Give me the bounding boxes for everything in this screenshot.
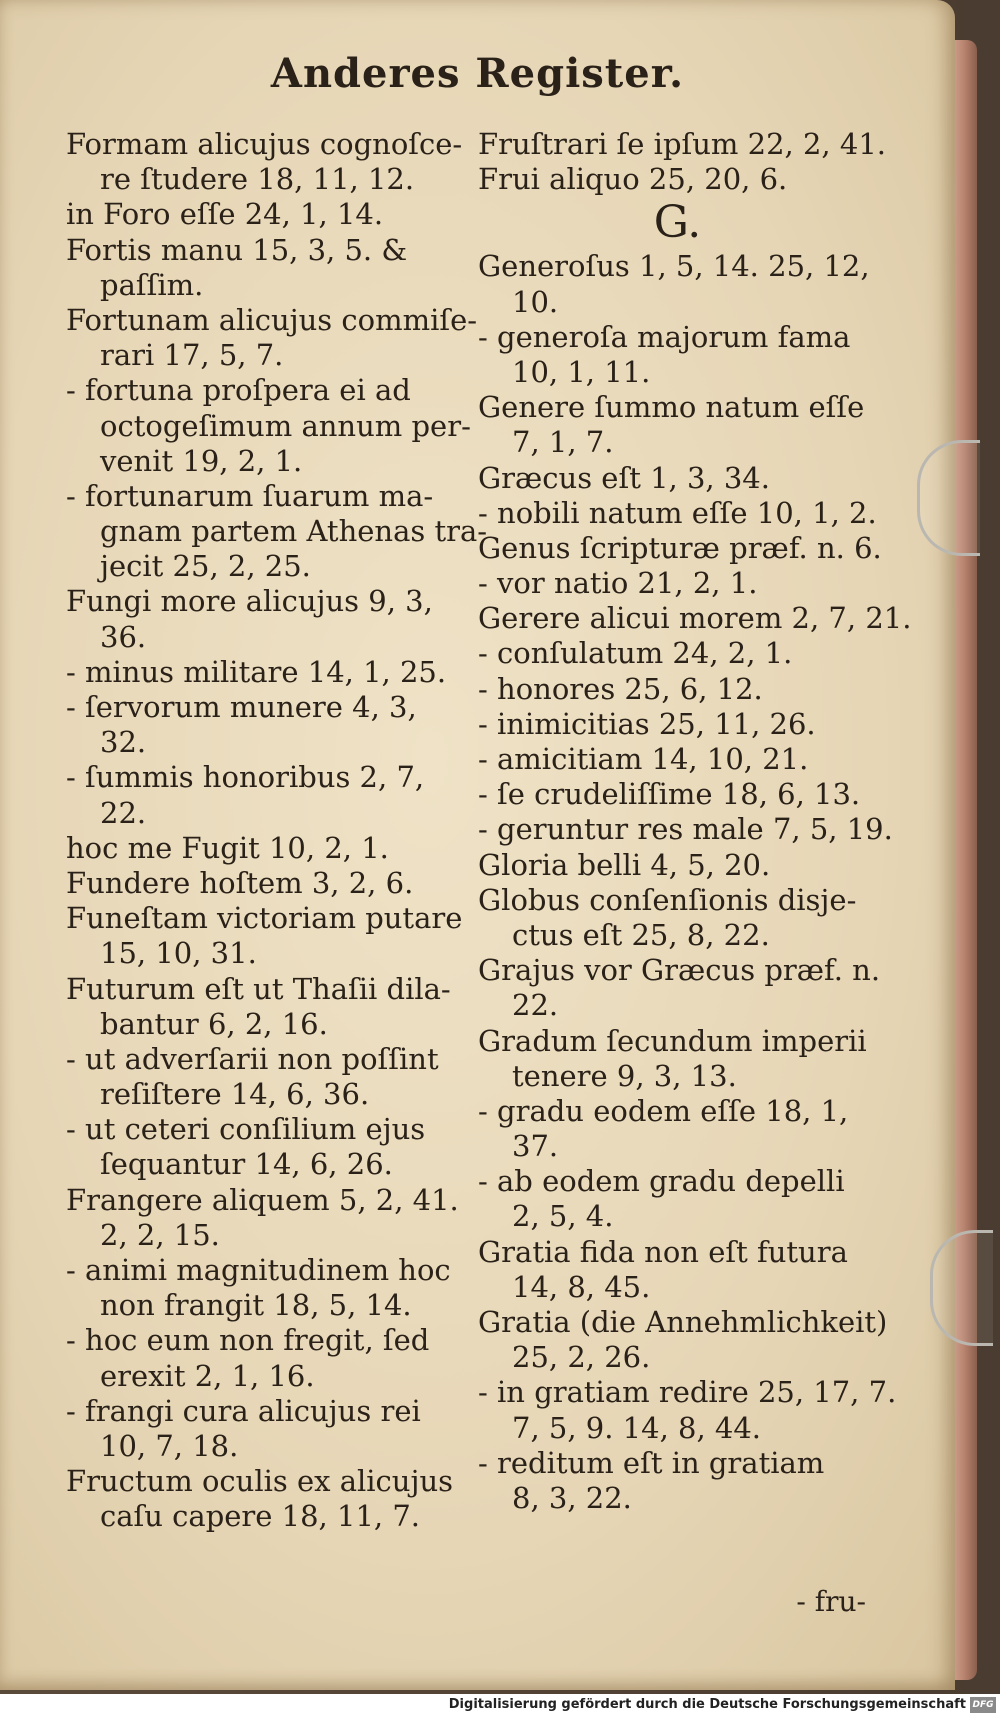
index-entry-line: - hoc eum non fregit, ſed (66, 1323, 430, 1358)
index-entry-line: - ab eodem gradu depelli (478, 1164, 845, 1199)
index-entry-line: 22. (100, 795, 147, 830)
index-entry-line: Frangere aliquem 5, 2, 41. (66, 1182, 459, 1217)
page-edge (955, 40, 977, 1680)
index-entry-line: Fortis manu 15, 3, 5. & (66, 232, 408, 267)
index-entry-line: - ſummis honoribus 2, 7, (66, 760, 425, 795)
index-entry-line: - generoſa majorum fama (478, 319, 851, 354)
page-header: Anderes Register. (270, 50, 685, 97)
index-entry-line: Fortunam alicujus commiſe- (66, 302, 478, 337)
index-entry-line: Fruſtrari ſe ipſum 22, 2, 41. (478, 127, 886, 161)
index-entry-line: - minus militare 14, 1, 25. (66, 654, 447, 689)
index-entry-line: - inimicitias 25, 11, 26. (478, 706, 816, 741)
index-entry-line: Gratia fida non eſt futura (478, 1234, 848, 1269)
index-entry-line: rari 17, 5, 7. (100, 338, 284, 373)
index-entry-line: Græcus eſt 1, 3, 34. (478, 460, 770, 495)
index-entry-line: ſequantur 14, 6, 26. (100, 1147, 393, 1182)
index-entry-line: Fructum oculis ex alicujus (66, 1464, 454, 1499)
index-entry-line: re ſtudere 18, 11, 12. (100, 162, 415, 197)
index-entry-line: - conſulatum 24, 2, 1. (478, 636, 793, 671)
index-entry-line: - ut adverſarii non poſſint (66, 1041, 439, 1076)
index-entry-line: - reditum eſt in gratiam (478, 1445, 825, 1480)
index-entry-line: Futurum eſt ut Thaſii dila- (66, 971, 451, 1006)
index-entry-line: - ut ceteri conſilium ejus (66, 1112, 426, 1147)
index-entry-line: Fundere hoſtem 3, 2, 6. (66, 865, 414, 900)
index-entry-line: Generoſus 1, 5, 14. 25, 12, (478, 249, 870, 284)
paper-clip-bottom (930, 1230, 993, 1346)
index-entry-line: - gradu eodem eſſe 18, 1, (478, 1093, 849, 1128)
index-entry-line: - in gratiam redire 25, 17, 7. (478, 1375, 897, 1410)
catchword: - fru- (796, 1585, 866, 1618)
index-entry-line: Frui aliquo 25, 20, 6. (478, 162, 788, 197)
index-entry-line: - fortuna proſpera ei ad (66, 373, 411, 408)
index-entry-line: 10, 7, 18. (100, 1428, 239, 1463)
paper-clip-top (917, 440, 980, 556)
index-entry-line: bantur 6, 2, 16. (100, 1006, 328, 1041)
section-letter: G. (653, 197, 702, 249)
index-entry-line: erexit 2, 1, 16. (100, 1358, 315, 1393)
index-entry-line: jecit 25, 2, 25. (100, 549, 311, 584)
index-entry-line: 7, 1, 7. (512, 425, 614, 460)
index-entry-line: 10. (512, 284, 559, 319)
index-entry-line: - animi magnitudinem hoc (66, 1253, 451, 1287)
index-entry-line: Funeſtam victoriam putare (66, 901, 463, 936)
index-entry-line: caſu capere 18, 11, 7. (100, 1499, 421, 1534)
index-entry-line: 8, 3, 22. (512, 1480, 632, 1515)
index-entry-line: tenere 9, 3, 13. (512, 1058, 737, 1093)
index-entry-line: 2, 5, 4. (512, 1199, 614, 1234)
index-entry-line: 15, 10, 31. (100, 936, 257, 971)
index-entry-line: 32. (100, 725, 147, 760)
index-entry-line: Gloria belli 4, 5, 20. (478, 847, 771, 882)
index-entry-line: paſſim. (100, 267, 204, 302)
dfg-logo: DFG (970, 1697, 996, 1713)
index-entry-line: 2, 2, 15. (100, 1217, 220, 1252)
index-entry-line: - fortunarum ſuarum ma- (66, 478, 434, 513)
index-entry-line: reſiſtere 14, 6, 36. (100, 1077, 370, 1112)
index-entry-line: Gerere alicui morem 2, 7, 21. (478, 601, 912, 636)
index-entry-line: ctus eſt 25, 8, 22. (512, 917, 770, 952)
index-entry-line: octogeſimum annum per- (100, 408, 471, 443)
index-entry-line: gnam partem Athenas tra- (100, 514, 488, 549)
index-entry-line: - frangi cura alicujus rei (66, 1393, 421, 1428)
right-column (478, 127, 912, 1516)
index-entry-line: 7, 5, 9. 14, 8, 44. (512, 1410, 762, 1445)
footer-credit: Digitalisierung gefördert durch die Deutsche Forschungsgemeinschaft (448, 1697, 966, 1712)
index-entry-line: Grajus vor Græcus præf. n. (478, 953, 881, 988)
index-entry-line: - ſervorum munere 4, 3, (66, 690, 417, 724)
index-entry-line: 22. (512, 988, 559, 1023)
index-entry-line: Globus conſenſionis disje- (478, 882, 857, 917)
index-entry-line: Formam alicujus cognoſce- (66, 127, 463, 161)
index-entry-line: Gratia (die Annehmlichkeit) (478, 1305, 888, 1339)
index-entry-line: - amicitiam 14, 10, 21. (478, 742, 809, 776)
index-entry-line: 10, 1, 11. (512, 354, 651, 389)
index-entry-line: Fungi more alicujus 9, 3, (66, 584, 433, 619)
index-entry-line: non frangit 18, 5, 14. (100, 1288, 412, 1323)
index-entry-line: Genere ſummo natum eſſe (478, 390, 865, 425)
index-entry-line: 36. (100, 619, 147, 654)
index-entry-line: in Foro eſſe 24, 1, 14. (66, 197, 384, 232)
index-entry-line: - ſe crudeliſſime 18, 6, 13. (478, 777, 861, 812)
index-entry-line: - honores 25, 6, 12. (478, 671, 763, 706)
index-entry-line: 14, 8, 45. (512, 1269, 651, 1304)
index-entry-line: hoc me Fugit 10, 2, 1. (66, 830, 389, 865)
index-entry-line: - nobili natum eſſe 10, 1, 2. (478, 495, 877, 530)
index-entry-line: 37. (512, 1129, 559, 1164)
index-entry-line: Genus ſcripturæ præf. n. 6. (478, 530, 882, 565)
index-entry-line: - vor natio 21, 2, 1. (478, 566, 758, 601)
index-entry-line: 25, 2, 26. (512, 1340, 651, 1375)
index-entry-line: Gradum ſecundum imperii (478, 1023, 867, 1058)
index-entry-line: venit 19, 2, 1. (100, 443, 303, 478)
left-column (66, 127, 488, 1535)
index-entry-line: - geruntur res male 7, 5, 19. (478, 812, 893, 847)
